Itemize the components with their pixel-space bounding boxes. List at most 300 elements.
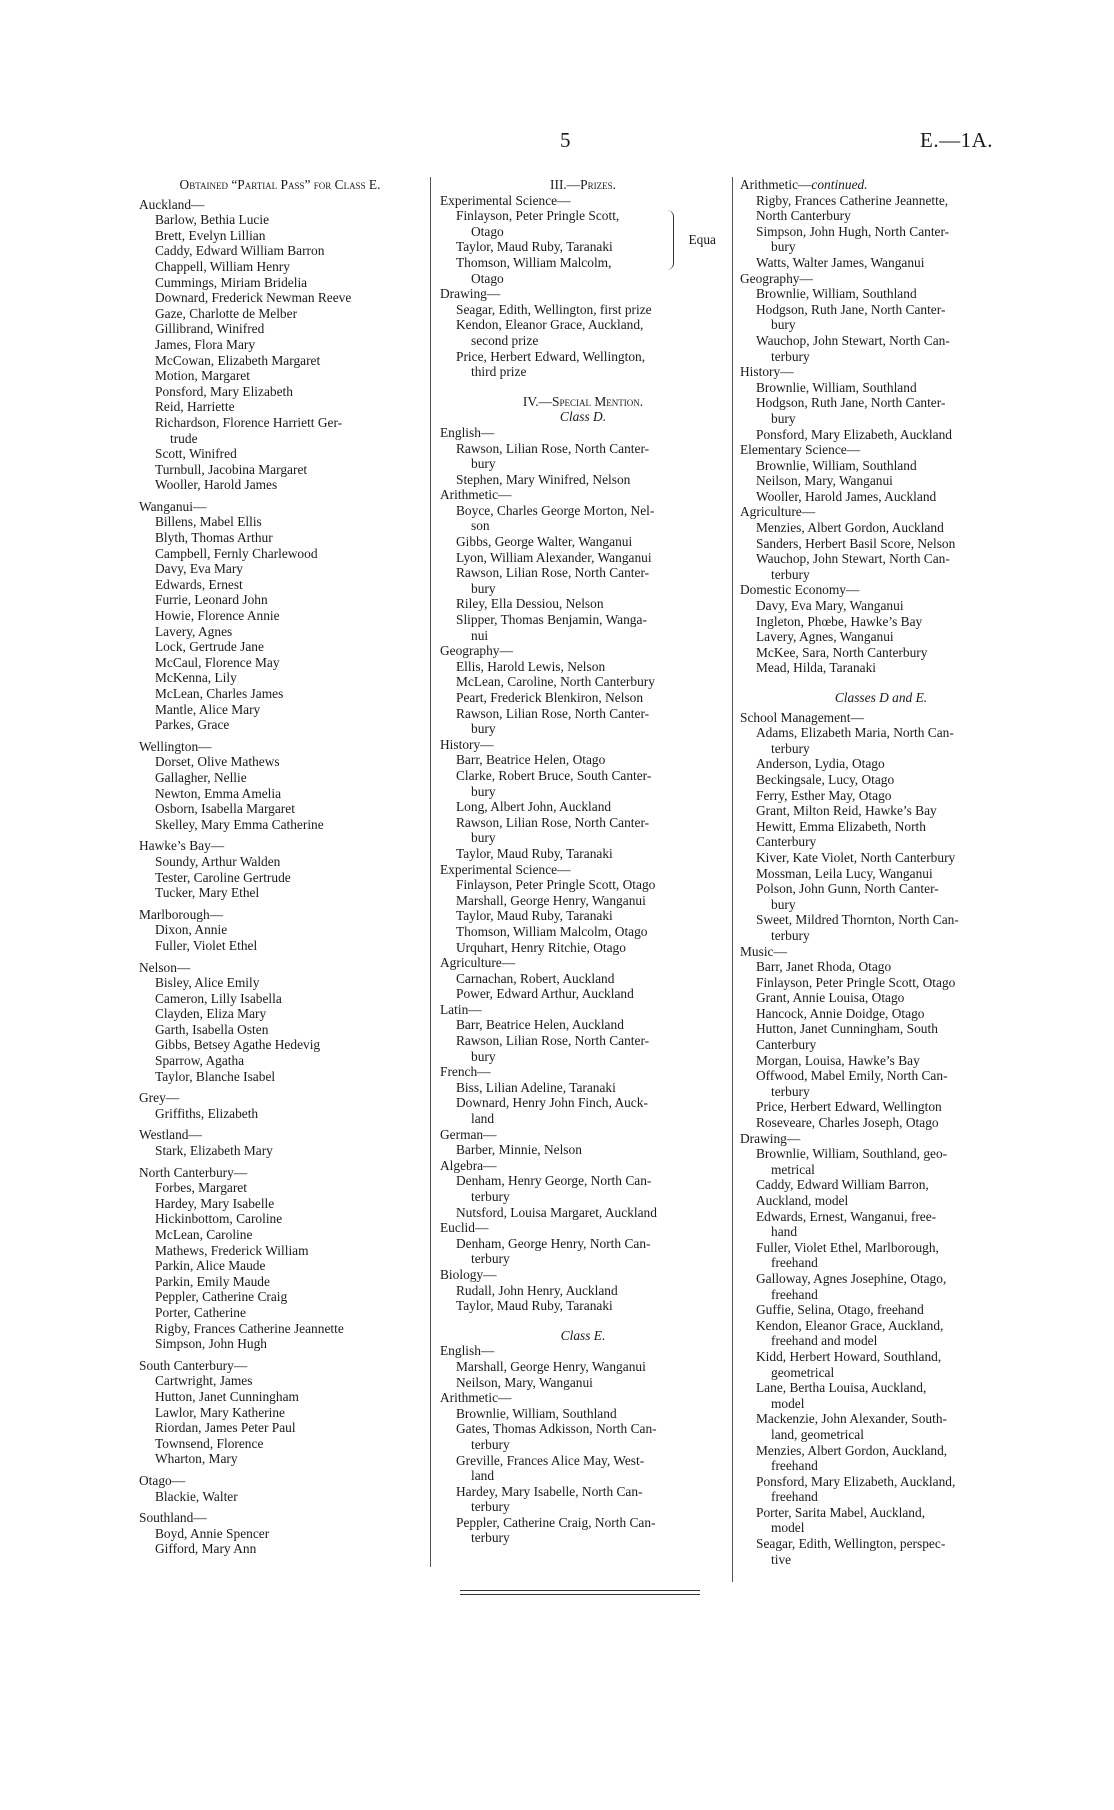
list-item: Ponsford, Mary Elizabeth	[155, 383, 293, 399]
list-item: Brett, Evelyn Lillian	[155, 227, 266, 243]
list-item: terbury	[471, 1499, 510, 1515]
list-item: Simpson, John Hugh, North Canter-	[756, 223, 950, 239]
list-item: Motion, Margaret	[155, 368, 250, 384]
group-heading: Algebra—	[440, 1157, 497, 1173]
group	[740, 1131, 1022, 1568]
list-item: Downard, Frederick Newman Reeve	[155, 290, 352, 306]
list-item: Beckingsale, Lucy, Otago	[756, 771, 895, 787]
list-item: son	[471, 518, 490, 534]
page-number: 5	[560, 128, 571, 152]
list-item: Bisley, Alice Emily	[155, 975, 260, 991]
list-item: land, geometrical	[771, 1426, 864, 1442]
list-item: Rudall, John Henry, Auckland	[456, 1282, 618, 1298]
list-item: Gates, Thomas Adkisson, North Can-	[456, 1421, 657, 1437]
list-item: terbury	[471, 1530, 510, 1546]
list-item: Finlayson, Peter Pringle Scott, Otago	[756, 974, 956, 990]
list-item: terbury	[771, 1083, 810, 1099]
group-heading: Auckland—	[139, 196, 205, 212]
list-item: James, Flora Mary	[155, 336, 256, 352]
list-item: Marshall, George Henry, Wanganui	[456, 1358, 646, 1374]
list-item: Wauchop, John Stewart, North Can-	[756, 551, 950, 567]
list-item: Polson, John Gunn, North Canter-	[756, 881, 939, 897]
list-item: Tester, Caroline Gertrude	[155, 869, 291, 885]
group	[440, 1158, 726, 1220]
list-item: Cummings, Miriam Bridelia	[155, 274, 308, 290]
list-item: Galloway, Agnes Josephine, Otago,	[756, 1270, 947, 1286]
group	[139, 960, 421, 1085]
group-heading: Grey—	[139, 1090, 180, 1106]
list-item: Edwards, Ernest, Wanganui, free-	[756, 1208, 937, 1224]
list-item: Marshall, George Henry, Wanganui	[456, 892, 646, 908]
list-item: Hardey, Mary Isabelle	[155, 1195, 275, 1211]
list-item: Lavery, Agnes	[155, 623, 233, 639]
class-e-groups	[440, 1343, 726, 1546]
list-item: Hewitt, Emma Elizabeth, North	[756, 818, 926, 834]
class-d-subheading: Class D.	[559, 409, 607, 425]
list-item: Mackenzie, John Alexander, South-	[756, 1411, 947, 1427]
list-item: Taylor, Maud Ruby, Taranaki	[456, 845, 613, 861]
list-item: Newton, Emma Amelia	[155, 785, 282, 801]
list-item: nui	[471, 627, 489, 643]
list-item: Billens, Mabel Ellis	[155, 514, 262, 530]
group	[440, 425, 726, 487]
list-item: Greville, Frances Alice May, West-	[456, 1452, 645, 1468]
list-item: Hodgson, Ruth Jane, North Canter-	[756, 301, 946, 317]
list-item: Canterbury	[756, 1037, 817, 1053]
group-heading: Marlborough—	[139, 906, 224, 922]
classes-de-subheading: Classes D and E.	[834, 690, 928, 705]
drawing-line: third prize	[471, 364, 527, 380]
column-partial-pass	[139, 177, 421, 1557]
list-item: Gifford, Mary Ann	[155, 1541, 257, 1557]
list-item: Menzies, Albert Gordon, Auckland	[756, 520, 944, 536]
list-item: Seagar, Edith, Wellington, perspec-	[756, 1536, 946, 1552]
list-item: bury	[771, 410, 796, 426]
list-item: Barr, Beatrice Helen, Auckland	[456, 1017, 624, 1033]
col3-groups	[740, 193, 1022, 676]
group-heading: English—	[440, 1343, 495, 1359]
list-item: bury	[471, 1048, 496, 1064]
list-item: Blyth, Thomas Arthur	[155, 530, 273, 546]
list-item: Rigby, Frances Catherine Jeannette	[155, 1320, 344, 1336]
list-item: bury	[471, 783, 496, 799]
list-item: terbury	[471, 1251, 510, 1267]
list-item: Morgan, Louisa, Hawke’s Bay	[756, 1052, 920, 1068]
group	[440, 1390, 726, 1546]
drawing-label: Drawing—	[440, 286, 501, 302]
group	[740, 364, 1022, 442]
group	[139, 1127, 421, 1158]
list-item: Richardson, Florence Harriett Ger-	[155, 414, 343, 430]
list-item: Hutton, Janet Cunningham, South	[756, 1021, 938, 1037]
list-item: Sparrow, Agatha	[155, 1053, 245, 1069]
list-item: Power, Edward Arthur, Auckland	[456, 986, 634, 1002]
list-item: bury	[771, 317, 796, 333]
list-item: Howie, Florence Annie	[155, 608, 280, 624]
list-item: Hodgson, Ruth Jane, North Canter-	[756, 395, 946, 411]
list-item: McKenna, Lily	[155, 670, 237, 686]
group	[139, 499, 421, 733]
equa-line: Otago	[471, 270, 504, 286]
list-item: Lavery, Agnes, Wanganui	[756, 629, 894, 645]
group	[139, 739, 421, 833]
list-item: Biss, Lilian Adeline, Taranaki	[456, 1079, 616, 1095]
list-item: Mossman, Leila Lucy, Wanganui	[756, 865, 933, 881]
list-item: Stark, Elizabeth Mary	[155, 1143, 273, 1159]
group-heading: Music—	[740, 943, 787, 959]
group	[740, 271, 1022, 365]
list-item: Urquhart, Henry Ritchie, Otago	[456, 939, 626, 955]
list-item: Davy, Eva Mary	[155, 561, 243, 577]
list-item: Thomson, William Malcolm, Otago	[456, 923, 648, 939]
list-item: Rawson, Lilian Rose, North Canter-	[456, 705, 650, 721]
list-item: Lyon, William Alexander, Wanganui	[456, 549, 652, 565]
list-item: McCaul, Florence May	[155, 654, 280, 670]
continued-label: continued.	[811, 177, 868, 192]
group-heading: Hawke’s Bay—	[139, 838, 225, 854]
list-item: Forbes, Margaret	[155, 1180, 247, 1196]
group	[440, 1064, 726, 1126]
equa-line: Finlayson, Peter Pringle Scott,	[456, 208, 620, 224]
list-item: Parkes, Grace	[155, 717, 230, 733]
list-item: land	[471, 1468, 495, 1484]
list-item: Boyd, Annie Spencer	[155, 1525, 270, 1541]
group-heading: Arithmetic—	[440, 1390, 512, 1406]
drawing-line: Kendon, Eleanor Grace, Auckland,	[456, 317, 644, 333]
group-heading: Agriculture—	[440, 955, 516, 971]
list-item: Gibbs, George Walter, Wanganui	[456, 534, 633, 550]
group-heading: Arithmetic—	[440, 487, 512, 503]
list-item: Lane, Bertha Louisa, Auckland,	[756, 1380, 927, 1396]
list-item: Auckland, model	[756, 1193, 849, 1208]
group	[139, 1510, 421, 1557]
list-item: Peppler, Catherine Craig, North Can-	[456, 1514, 656, 1530]
list-item: terbury	[471, 1189, 510, 1204]
list-item: Cartwright, James	[155, 1373, 253, 1389]
list-item: terbury	[771, 348, 810, 364]
group-heading: North Canterbury—	[139, 1164, 248, 1180]
class-d-groups	[440, 425, 726, 1314]
group-heading: Westland—	[139, 1127, 202, 1143]
list-item: Caddy, Edward William Barron,	[756, 1177, 929, 1193]
drawing-line: Seagar, Edith, Wellington, first prize	[456, 301, 652, 317]
group-heading: Wellington—	[139, 738, 212, 754]
list-item: McCowan, Elizabeth Margaret	[155, 352, 321, 368]
list-item: Gaze, Charlotte de Melber	[155, 305, 298, 321]
list-item: Neilson, Mary, Wanganui	[456, 1374, 593, 1390]
equa-label: Equa	[688, 232, 716, 248]
equa-line: Taylor, Maud Ruby, Taranaki	[456, 239, 613, 255]
group	[440, 1127, 726, 1158]
special-mention-heading: IV.—Special Mention.	[522, 393, 644, 409]
list-item: McLean, Charles James	[155, 686, 284, 701]
list-item: Chappell, William Henry	[155, 258, 290, 274]
list-item: Carnachan, Robert, Auckland	[456, 970, 615, 986]
list-item: terbury	[771, 740, 810, 756]
list-item: Cameron, Lilly Isabella	[155, 990, 282, 1006]
group	[740, 504, 1022, 582]
list-item: Barber, Minnie, Nelson	[456, 1142, 582, 1158]
list-item: Barlow, Bethia Lucie	[155, 212, 270, 228]
list-item: Turnbull, Jacobina Margaret	[155, 461, 308, 477]
group-heading: Agriculture—	[740, 504, 816, 520]
list-item: Lawlor, Mary Katherine	[155, 1404, 285, 1420]
bottom-rule	[460, 1590, 700, 1598]
group-heading: French—	[440, 1064, 491, 1080]
list-item: Nutsford, Louisa Margaret, Auckland	[456, 1204, 657, 1220]
group-heading: Domestic Economy—	[740, 582, 860, 598]
list-item: freehand	[771, 1286, 818, 1302]
list-item: Gillibrand, Winifred	[155, 321, 265, 337]
group	[440, 1267, 726, 1314]
list-item: Clayden, Eliza Mary	[155, 1006, 267, 1022]
list-item: terbury	[771, 927, 810, 943]
list-item: Dorset, Olive Mathews	[155, 754, 280, 770]
list-item: Adams, Elizabeth Maria, North Can-	[756, 725, 954, 741]
list-item: Lock, Gertrude Jane	[155, 639, 264, 655]
list-item: Rawson, Lilian Rose, North Canter-	[456, 814, 650, 830]
list-item: Taylor, Blanche Isabel	[155, 1068, 276, 1084]
list-item: geometrical	[771, 1364, 835, 1380]
experimental-science-label: Experimental Science—	[440, 192, 571, 208]
list-item: Fuller, Violet Ethel, Marlborough,	[756, 1239, 939, 1255]
list-item: Fuller, Violet Ethel	[155, 937, 258, 953]
group-heading: Latin—	[440, 1001, 482, 1017]
list-item: Stephen, Mary Winifred, Nelson	[456, 471, 631, 487]
list-item: Price, Herbert Edward, Wellington	[756, 1099, 942, 1115]
group	[139, 1165, 421, 1352]
list-item: Wooller, Harold James, Auckland	[756, 488, 937, 504]
equa-line: Thomson, William Malcolm,	[456, 254, 612, 270]
group-heading: German—	[440, 1126, 497, 1142]
list-item: Osborn, Isabella Margaret	[155, 801, 295, 817]
list-item: bury	[771, 239, 796, 255]
group	[139, 838, 421, 900]
list-item: Porter, Sarita Mabel, Auckland,	[756, 1504, 926, 1520]
list-item: Mathews, Frederick William	[155, 1242, 309, 1258]
list-item: Watts, Walter James, Wanganui	[756, 254, 925, 270]
list-item: Brownlie, William, Southland	[756, 457, 917, 473]
list-item: McLean, Caroline	[155, 1227, 253, 1242]
group	[139, 1358, 421, 1467]
list-item: Riordan, James Peter Paul	[155, 1420, 296, 1436]
drawing-line: second prize	[471, 332, 539, 348]
list-item: tive	[771, 1551, 792, 1567]
list-item: Downard, Henry John Finch, Auck-	[456, 1095, 648, 1111]
group	[440, 955, 726, 1002]
classes-de-groups	[740, 710, 1022, 1568]
list-item: Skelley, Mary Emma Catherine	[155, 816, 324, 832]
list-item: hand	[771, 1224, 798, 1240]
list-item: Barr, Janet Rhoda, Otago	[756, 959, 892, 975]
list-item: freehand	[771, 1255, 818, 1271]
group	[139, 907, 421, 954]
list-item: bury	[471, 721, 496, 737]
list-item: Brownlie, William, Southland	[756, 379, 917, 395]
list-item: Denham, George Henry, North Can-	[456, 1235, 651, 1251]
list-item: Kendon, Eleanor Grace, Auckland,	[756, 1317, 944, 1333]
list-item: Neilson, Mary, Wanganui	[756, 473, 893, 489]
column-special-mention-continued	[740, 177, 1022, 1567]
list-item: Ponsford, Mary Elizabeth, Auckland,	[756, 1473, 956, 1489]
group	[440, 737, 726, 862]
list-item: Ingleton, Phœbe, Hawke’s Bay	[756, 613, 923, 629]
list-item: Gibbs, Betsey Agathe Hedevig	[155, 1037, 321, 1053]
group-heading: History—	[740, 364, 794, 380]
list-item: Scott, Winifred	[155, 446, 237, 462]
list-item: Denham, Henry George, North Can-	[456, 1173, 652, 1189]
list-item: Finlayson, Peter Pringle Scott, Otago	[456, 877, 656, 893]
list-item: Slipper, Thomas Benjamin, Wanga-	[456, 612, 647, 628]
group	[440, 643, 726, 737]
list-item: Ponsford, Mary Elizabeth, Auckland	[756, 426, 952, 442]
group-heading: Otago—	[139, 1472, 186, 1488]
list-item: McKee, Sara, North Canterbury	[756, 644, 928, 660]
list-item: Caddy, Edward William Barron	[155, 243, 325, 259]
list-item: Grant, Milton Reid, Hawke’s Bay	[756, 803, 937, 819]
list-item: Menzies, Albert Gordon, Auckland,	[756, 1442, 948, 1458]
column-divider-right	[732, 177, 733, 1582]
list-item: Garth, Isabella Osten	[155, 1021, 269, 1037]
list-item: Wharton, Mary	[155, 1451, 238, 1467]
list-item: Anderson, Lydia, Otago	[756, 756, 885, 772]
list-item: freehand	[771, 1458, 818, 1474]
class-e-subheading: Class E.	[560, 1327, 606, 1343]
list-item: Boyce, Charles George Morton, Nel-	[456, 502, 655, 518]
list-item: Kiver, Kate Violet, North Canterbury	[756, 849, 956, 865]
group-heading: Southland—	[139, 1510, 207, 1526]
group	[740, 710, 1022, 944]
list-item: terbury	[471, 1436, 510, 1452]
group-heading: Geography—	[440, 643, 513, 659]
list-item: Clarke, Robert Bruce, South Canter-	[456, 767, 652, 783]
list-item: terbury	[771, 566, 810, 582]
group	[139, 197, 421, 493]
list-item: McLean, Caroline, North Canterbury	[456, 674, 655, 690]
list-item: bury	[471, 580, 496, 596]
list-item: metrical	[771, 1161, 815, 1177]
list-item: Griffiths, Elizabeth	[155, 1105, 259, 1121]
list-item: Kidd, Herbert Howard, Southland,	[756, 1348, 942, 1364]
list-item: Long, Albert John, Auckland	[456, 799, 612, 815]
list-item: Brownlie, William, Southland, geo-	[756, 1146, 948, 1162]
group	[740, 442, 1022, 504]
list-item: Edwards, Ernest	[155, 576, 243, 592]
list-item: Campbell, Fernly Charlewood	[155, 545, 318, 561]
arithmetic-continued-label	[740, 177, 1022, 193]
list-item: Townsend, Florence	[155, 1435, 264, 1451]
group-heading: Geography—	[740, 270, 813, 286]
list-item: freehand and model	[771, 1333, 878, 1349]
list-item: bury	[471, 830, 496, 846]
list-item: Parkin, Emily Maude	[155, 1273, 270, 1289]
equa-line: Otago	[471, 223, 504, 239]
list-item: Sanders, Herbert Basil Score, Nelson	[756, 535, 956, 551]
list-item: Gallagher, Nellie	[155, 769, 247, 785]
group	[440, 1220, 726, 1267]
group	[440, 862, 726, 956]
group-heading: History—	[440, 736, 494, 752]
list-item: Sweet, Mildred Thornton, North Can-	[756, 912, 959, 928]
list-item: Soundy, Arthur Walden	[155, 853, 281, 869]
list-item: bury	[771, 896, 796, 912]
list-item: model	[771, 1520, 805, 1536]
list-item: Rawson, Lilian Rose, North Canter-	[456, 565, 650, 581]
group	[440, 487, 726, 643]
list-item: Wooller, Harold James	[155, 477, 278, 493]
list-item: Taylor, Maud Ruby, Taranaki	[456, 1298, 613, 1314]
list-item: Reid, Harriette	[155, 399, 235, 415]
group	[139, 1090, 421, 1121]
list-item: Roseveare, Charles Joseph, Otago	[756, 1115, 939, 1131]
list-item: Furrie, Leonard John	[155, 592, 268, 608]
arithmetic-label: Arithmetic—	[740, 177, 812, 192]
list-item: trude	[170, 430, 198, 446]
group-heading: Wanganui—	[139, 498, 207, 514]
list-item: Offwood, Mabel Emily, North Can-	[756, 1068, 948, 1084]
list-item: Brownlie, William, Southland	[456, 1405, 617, 1421]
list-item: Hancock, Annie Doidge, Otago	[756, 1005, 925, 1021]
group	[740, 582, 1022, 676]
list-item: Peppler, Catherine Craig	[155, 1289, 288, 1305]
group-heading: English—	[440, 424, 495, 440]
equal-prize-block	[440, 208, 726, 286]
group-heading: Experimental Science—	[440, 861, 571, 877]
list-item: model	[771, 1395, 805, 1411]
list-item: Porter, Catherine	[155, 1304, 246, 1320]
group-heading: Drawing—	[740, 1130, 801, 1146]
list-item: Guffie, Selina, Otago, freehand	[756, 1302, 924, 1318]
group-heading: Euclid—	[440, 1220, 489, 1236]
list-item: Riley, Ella Dessiou, Nelson	[456, 596, 604, 612]
list-item: Grant, Annie Louisa, Otago	[756, 990, 905, 1006]
list-item: Rawson, Lilian Rose, North Canter-	[456, 1033, 650, 1049]
list-item: Blackie, Walter	[155, 1488, 238, 1504]
list-item: Parkin, Alice Maude	[155, 1258, 266, 1274]
list-item: Ferry, Esther May, Otago	[756, 787, 892, 803]
drawing-line: Price, Herbert Edward, Wellington,	[456, 348, 646, 364]
list-item: Davy, Eva Mary, Wanganui	[756, 598, 904, 614]
column-divider-left	[430, 177, 431, 1567]
group-heading: Nelson—	[139, 959, 191, 975]
list-item: Taylor, Maud Ruby, Taranaki	[456, 908, 613, 924]
list-item: Brownlie, William, Southland	[756, 286, 917, 302]
document-reference: E.—1A.	[920, 128, 993, 152]
group-heading: Elementary Science—	[740, 442, 861, 458]
list-item: Ellis, Harold Lewis, Nelson	[456, 658, 606, 674]
list-item: Hickinbottom, Caroline	[155, 1211, 283, 1227]
column-prizes	[440, 177, 726, 1546]
partial-pass-groups	[139, 197, 421, 1557]
group-heading: School Management—	[740, 709, 864, 725]
list-item: land	[471, 1111, 495, 1127]
list-item: Mantle, Alice Mary	[155, 701, 261, 717]
group-heading: Biology—	[440, 1266, 497, 1282]
list-item: North Canterbury	[756, 208, 851, 224]
list-item: Barr, Beatrice Helen, Otago	[456, 752, 606, 768]
list-item: Tucker, Mary Ethel	[155, 885, 260, 901]
list-item: Rigby, Frances Catherine Jeannette,	[756, 192, 949, 208]
list-item: Simpson, John Hugh	[155, 1336, 267, 1352]
list-item: Hutton, Janet Cunningham	[155, 1388, 299, 1404]
list-item: Peart, Frederick Blenkiron, Nelson	[456, 690, 644, 705]
group	[440, 1002, 726, 1064]
group-heading: South Canterbury—	[139, 1357, 248, 1373]
list-item: freehand	[771, 1489, 818, 1505]
brace-icon	[667, 210, 674, 270]
list-item: bury	[471, 456, 496, 472]
group	[440, 1343, 726, 1390]
